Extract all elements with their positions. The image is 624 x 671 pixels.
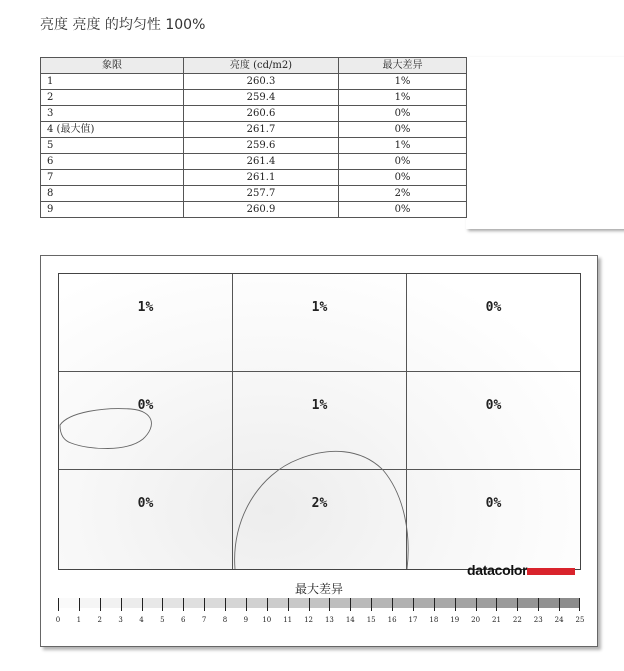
cell-quadrant: 3: [41, 106, 184, 122]
cell-quadrant: 1: [41, 74, 184, 90]
uniformity-grid: [58, 273, 581, 578]
cell-max-diff: 1%: [339, 138, 467, 154]
scale-label: 18: [429, 616, 439, 624]
legend-scale-bar: [58, 598, 580, 612]
scale-segment: [371, 598, 392, 608]
scale-tick: [517, 598, 518, 611]
scale-tick: [79, 598, 80, 611]
scale-tick: [58, 598, 59, 611]
scale-label: 3: [118, 616, 123, 624]
scale-segment: [329, 598, 350, 608]
uniformity-map-panel: [40, 255, 598, 647]
col-header-max-diff: 最大差异: [339, 58, 467, 74]
scale-label: 1: [76, 616, 82, 624]
scale-tick: [142, 598, 143, 611]
scale-tick: [246, 598, 247, 611]
scale-tick: [538, 598, 539, 611]
scale-tick: [183, 598, 184, 611]
scale-segment: [350, 598, 371, 608]
scale-label: 4: [139, 616, 144, 624]
scale-segment: [183, 598, 204, 608]
cell-luminance: 257.7: [184, 186, 339, 202]
scale-tick: [350, 598, 351, 611]
results-table: [40, 57, 467, 218]
scale-label: 19: [450, 616, 460, 624]
cell-max-diff: 1%: [339, 74, 467, 90]
scale-label: 14: [345, 616, 355, 624]
scale-tick: [204, 598, 205, 611]
scale-tick: [309, 598, 310, 611]
scale-segment: [559, 598, 580, 608]
cell-luminance: 259.6: [184, 138, 339, 154]
scale-label: 10: [262, 616, 272, 624]
scale-label: 7: [201, 616, 207, 624]
scale-tick: [579, 598, 580, 611]
cell-luminance: 261.7: [184, 122, 339, 138]
cell-luminance: 259.4: [184, 90, 339, 106]
scale-segment: [309, 598, 330, 608]
scale-segment: [79, 598, 100, 608]
scale-label: 11: [283, 616, 293, 624]
cell-quadrant: 7: [41, 170, 184, 186]
cell-luminance: 261.1: [184, 170, 339, 186]
scale-segment: [413, 598, 434, 608]
cell-percent: 2%: [311, 496, 328, 511]
cell-percent: 0%: [485, 496, 502, 511]
scale-label: 0: [55, 616, 61, 624]
scale-label: 21: [492, 616, 501, 624]
page-title: 亮度 亮度 的均匀性 100%: [40, 17, 206, 33]
legend-scale-labels: [55, 616, 585, 628]
scale-segment: [476, 598, 497, 608]
col-header-luminance: 亮度 (cd/m2): [184, 58, 339, 74]
cell-luminance: 260.6: [184, 106, 339, 122]
scale-tick: [225, 598, 226, 611]
scale-label: 17: [408, 616, 418, 624]
scale-tick: [371, 598, 372, 611]
scale-label: 12: [304, 616, 313, 624]
cell-max-diff: 0%: [339, 154, 467, 170]
scale-segment: [455, 598, 476, 608]
scale-segment: [246, 598, 267, 608]
cell-quadrant: 6: [41, 154, 184, 170]
scale-segment: [538, 598, 559, 608]
cell-percent: 0%: [137, 496, 154, 511]
scale-segment: [100, 598, 121, 608]
scale-tick: [434, 598, 435, 611]
scale-label: 2: [97, 616, 102, 624]
scale-tick: [121, 598, 122, 611]
cell-quadrant: 4 (最大值): [41, 122, 184, 138]
logo-text: datacolor: [467, 562, 528, 578]
scale-label: 8: [222, 616, 228, 624]
scale-tick: [496, 598, 497, 611]
scale-tick: [100, 598, 101, 611]
scale-tick: [329, 598, 330, 611]
scale-segment: [204, 598, 225, 608]
scale-segment: [496, 598, 517, 608]
cell-max-diff: 0%: [339, 106, 467, 122]
cell-percent: 1%: [137, 300, 154, 315]
table-header-row: [41, 58, 467, 74]
cell-max-diff: 0%: [339, 170, 467, 186]
scale-tick: [162, 598, 163, 611]
scale-tick: [455, 598, 456, 611]
table-row: [41, 74, 467, 90]
scale-tick: [413, 598, 414, 611]
scale-segment: [392, 598, 413, 608]
cell-max-diff: 0%: [339, 202, 467, 218]
scale-tick: [392, 598, 393, 611]
table-row: [41, 186, 467, 202]
cell-percent: 0%: [137, 398, 154, 413]
scale-label: 23: [533, 616, 543, 624]
scale-segment: [225, 598, 246, 608]
cell-percent: 1%: [311, 300, 328, 315]
cell-luminance: 261.4: [184, 154, 339, 170]
cell-quadrant: 5: [41, 138, 184, 154]
scale-label: 16: [387, 616, 397, 624]
table-row: [41, 106, 467, 122]
scale-segment: [288, 598, 309, 608]
cell-max-diff: 0%: [339, 122, 467, 138]
cell-percent: 1%: [311, 398, 328, 413]
cell-quadrant: 8: [41, 186, 184, 202]
table-row: [41, 202, 467, 218]
cell-quadrant: 9: [41, 202, 184, 218]
table-row: [41, 138, 467, 154]
table-row: [41, 154, 467, 170]
scale-segment: [142, 598, 163, 608]
logo-red-bar: [527, 568, 575, 575]
scale-label: 15: [366, 616, 376, 624]
cell-max-diff: 1%: [339, 90, 467, 106]
col-header-quadrant: 象限: [41, 58, 184, 74]
scale-segment: [267, 598, 288, 608]
table-shadow-panel: [466, 57, 624, 229]
scale-label: 13: [324, 616, 334, 624]
contour-left: [60, 409, 151, 449]
contour-lines: [59, 274, 580, 569]
results-table-container: [40, 57, 600, 229]
cell-percent: 0%: [485, 398, 502, 413]
scale-segment: [121, 598, 142, 608]
scale-tick: [267, 598, 268, 611]
scale-tick: [476, 598, 477, 611]
scale-label: 6: [181, 616, 186, 624]
scale-label: 22: [512, 616, 522, 624]
scale-label: 24: [554, 616, 564, 624]
contour-bottom-center: [235, 451, 409, 569]
cell-max-diff: 2%: [339, 186, 467, 202]
scale-label: 25: [575, 616, 585, 624]
scale-segment: [58, 598, 79, 608]
table-row: [41, 122, 467, 138]
scale-label: 20: [471, 616, 481, 624]
scale-tick: [288, 598, 289, 611]
scale-segment: [434, 598, 455, 608]
scale-label: 9: [243, 616, 249, 624]
scale-segment: [162, 598, 183, 608]
scale-segment: [517, 598, 538, 608]
legend-title: 最大差异: [294, 582, 343, 596]
datacolor-logo: [467, 563, 575, 577]
cell-quadrant: 2: [41, 90, 184, 106]
cell-percent: 0%: [485, 300, 502, 315]
table-row: [41, 90, 467, 106]
cell-luminance: 260.9: [184, 202, 339, 218]
scale-tick: [559, 598, 560, 611]
scale-label: 5: [160, 616, 165, 624]
cell-luminance: 260.3: [184, 74, 339, 90]
table-row: [41, 170, 467, 186]
